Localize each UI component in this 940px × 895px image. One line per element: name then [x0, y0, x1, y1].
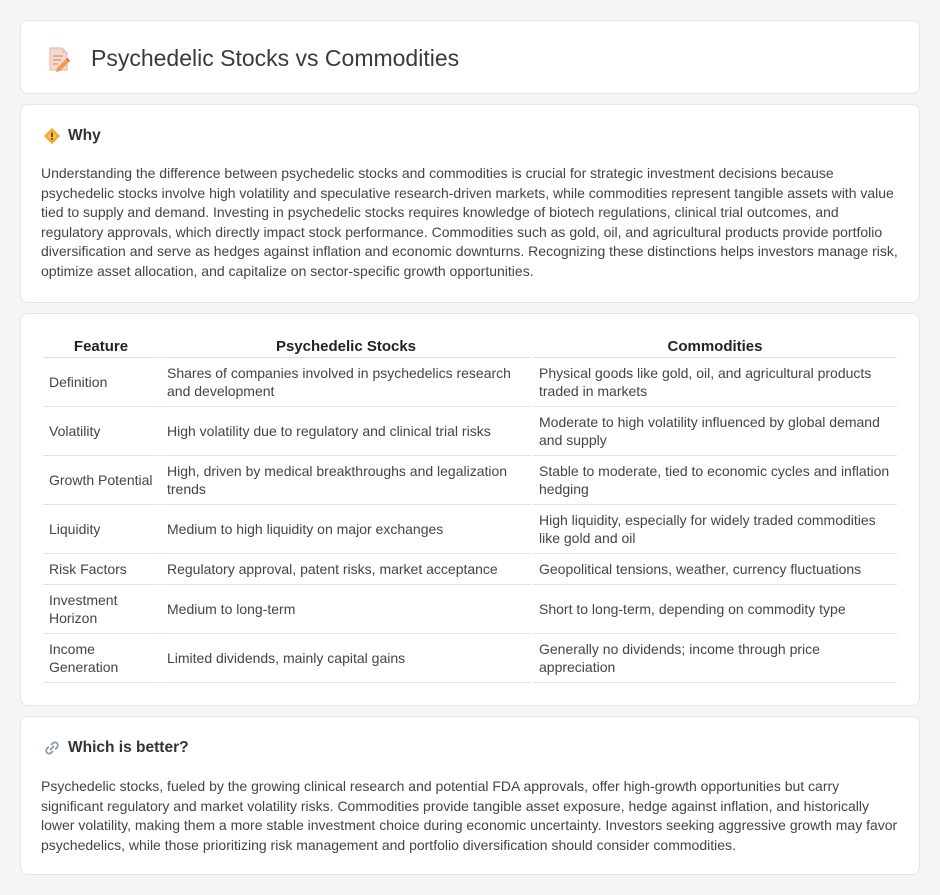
psychedelic-cell: Limited dividends, mainly capital gains	[161, 634, 531, 683]
feature-cell: Definition	[43, 358, 159, 407]
better-text: Psychedelic stocks, fueled by the growing clinical research and potential FDA approvals, offer high-growth opportunities but carry significant regulatory and market volatility risks. Commodities provide tangible asset exposure, hedge against inflation, and historically lower volatility, making them a more stable investment choice during economic uncertainty. Investors seeking aggressive growth may favor psychedelics, while those prioritizing risk management and portfolio diversification should consider commodities.	[41, 778, 898, 853]
feature-cell: Risk Factors	[43, 554, 159, 585]
psychedelic-cell: Medium to high liquidity on major exchanges	[161, 505, 531, 554]
feature-cell: Growth Potential	[43, 456, 159, 505]
table-row	[43, 407, 897, 456]
table-row	[43, 585, 897, 634]
feature-cell: Income Generation	[43, 634, 159, 683]
table-header-row	[43, 336, 897, 358]
header-feature: Feature	[43, 336, 159, 358]
feature-cell: Liquidity	[43, 505, 159, 554]
table-row	[43, 554, 897, 585]
commodities-cell: Stable to moderate, tied to economic cycles and inflation hedging	[533, 456, 897, 505]
header-psychedelic-stocks: Psychedelic Stocks	[161, 336, 531, 358]
document-pencil-icon	[47, 46, 71, 72]
commodities-cell: High liquidity, especially for widely traded commodities like gold and oil	[533, 505, 897, 554]
psychedelic-cell: High volatility due to regulatory and clinical trial risks	[161, 407, 531, 456]
comparison-card	[20, 313, 920, 706]
commodities-cell: Geopolitical tensions, weather, currency fluctuations	[533, 554, 897, 585]
diamond-warning-icon	[43, 127, 61, 145]
feature-cell: Investment Horizon	[43, 585, 159, 634]
table-row	[43, 505, 897, 554]
title-card	[20, 20, 920, 94]
table-row	[43, 634, 897, 683]
why-heading-row	[43, 127, 101, 145]
comparison-table	[41, 336, 899, 683]
commodities-cell: Short to long-term, depending on commodity type	[533, 585, 897, 634]
why-text: Understanding the difference between psychedelic stocks and commodities is crucial for strategic investment decisions because psychedelic stocks involve high volatility and speculative research-driven markets, while commodities represent tangible assets with value tied to supply and demand. Investing in psychedelic stocks requires knowledge of biotech regulations, clinical trial outcomes, and regulatory approvals, which directly impact stock performance. Commodities such as gold, oil, and agricultural products provide portfolio diversification and serve as hedges against inflation and economic downturns. Recognizing these distinctions helps investors manage risk, optimize asset allocation, and capitalize on sector-specific growth opportunities.	[41, 165, 898, 279]
commodities-cell: Generally no dividends; income through price appreciation	[533, 634, 897, 683]
better-heading-row	[43, 739, 189, 757]
commodities-cell: Physical goods like gold, oil, and agricultural products traded in markets	[533, 358, 897, 407]
psychedelic-cell: Shares of companies involved in psychedelics research and development	[161, 358, 531, 407]
commodities-cell: Moderate to high volatility influenced by global demand and supply	[533, 407, 897, 456]
why-heading: Why	[68, 127, 101, 144]
title-row	[47, 45, 459, 72]
feature-cell: Volatility	[43, 407, 159, 456]
link-icon	[43, 739, 61, 757]
why-card	[20, 104, 920, 303]
table-row	[43, 456, 897, 505]
psychedelic-cell: Medium to long-term	[161, 585, 531, 634]
which-better-card	[20, 716, 920, 875]
page-title: Psychedelic Stocks vs Commodities	[91, 45, 460, 71]
header-commodities: Commodities	[533, 336, 897, 358]
psychedelic-cell: Regulatory approval, patent risks, market acceptance	[161, 554, 531, 585]
psychedelic-cell: High, driven by medical breakthroughs and legalization trends	[161, 456, 531, 505]
better-heading: Which is better?	[68, 739, 189, 756]
table-row	[43, 358, 897, 407]
